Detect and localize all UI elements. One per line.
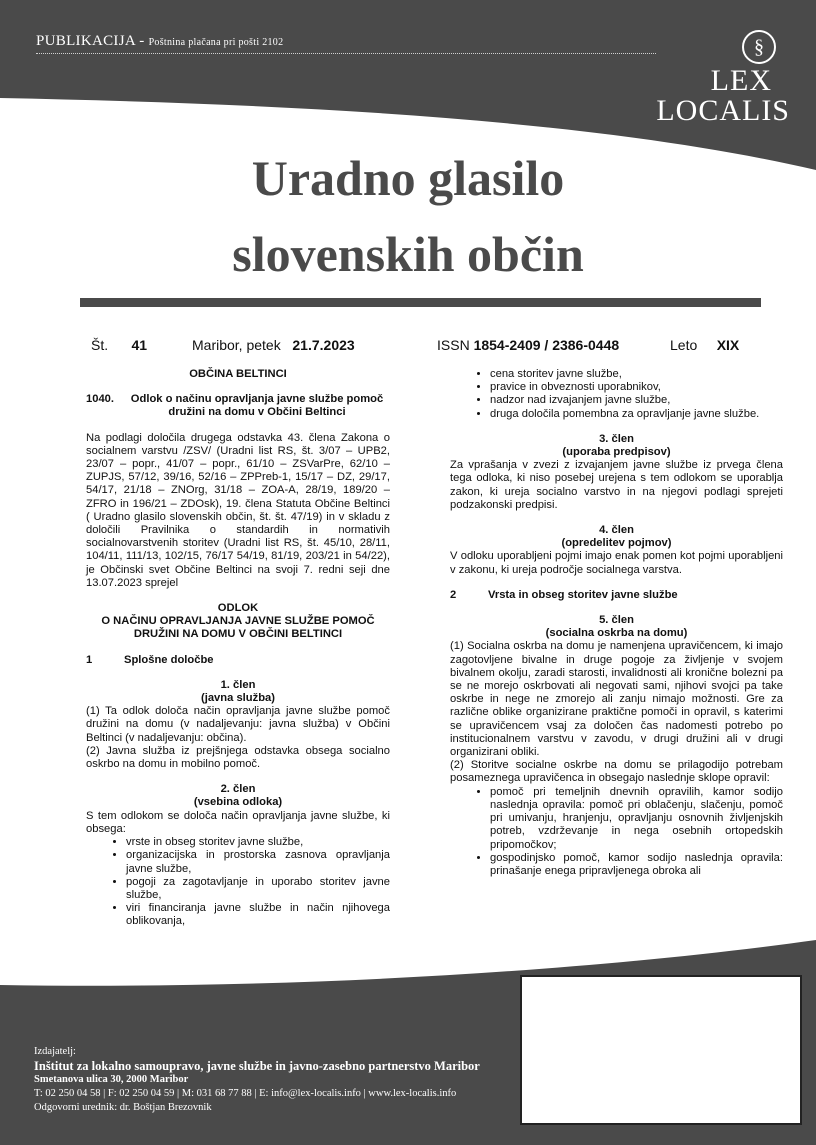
article-5-list — [450, 786, 783, 878]
publisher-info — [34, 1045, 480, 1115]
lex-localis-logo — [650, 30, 790, 127]
article-3-number: 3. člen — [599, 432, 634, 445]
issue-place-day: Maribor, petek — [192, 337, 281, 353]
list-item: • gospodinjsko pomoč, kamor sodijo naslednja opravila: prinašanje enega pripravljenega obroka ali — [490, 852, 783, 878]
postage-note: Poštnina plačana pri pošti 2102 — [148, 37, 284, 48]
preamble: Na podlagi določila drugega odstavka 43. člena Zakona o socialnem varstvu /ZSV/ (Uradni list RS, št. 3/07 – UPB2, 23/07 – popr., 41/07 – popr., 61/10 – ZSVarPre, 62/10 – ZUPJS, 57/12, 39/16, 52/16 – ZPPreb-1, 15/17 – DZ, 29/17, 54/17, 21/18 – ZNOrg, 31/18 – ZOA-A, 28/19, 189/20 – ZFRO in 196/21 – ZDOsk), 19. člena Statuta Občine Beltinci ( Uradno glasilo slovenskih občin, št. št. 47/19) in v skladu z določili Pravilnika o standardih in normativih socialnovarstvenih storitev (Uradni list RS, št. 45/10, 28/11, 104/11, 111/13, 102/15, 76/17 54/19, 81/19, 203/21 in 54/22), je Občinski svet Občine Beltinci na svoji 7. redni seji dne 13.07.2023 sprejel — [86, 431, 390, 589]
article-4-number: 4. člen — [599, 524, 634, 537]
issue-date-value: 21.7.2023 — [292, 337, 355, 353]
list-item: • nadzor nad izvajanjem javne službe, — [490, 394, 783, 407]
right-column — [450, 368, 783, 878]
section-2-number: 2 — [450, 588, 457, 601]
list-item: • pomoč pri temeljnih dnevnih opravilih, kamor sodijo naslednja opravila: pomoč pri oblačenju, slačenju, pomoč pri umivanju, hranjenju, opravljanju osnovnih življenjskih potreb, vzdrževanje in nega osebnih ortopedskih pripomočkov; — [490, 786, 783, 852]
title-line1: Uradno glasilo — [251, 150, 565, 206]
list-item: • viri financiranja javne službe in način njihovega oblikovanja, — [126, 902, 390, 928]
section-1-title: Splošne določbe — [124, 653, 214, 666]
empty-box — [520, 975, 802, 1125]
publisher-contact: T: 02 250 04 58 | F: 02 250 04 59 | M: 031 68 77 88 | E: info@lex-localis.info | www.lex-localis.info — [34, 1088, 457, 1099]
dotted-divider — [36, 53, 656, 54]
article-4-title: (opredelitev pojmov) — [561, 537, 672, 550]
section-2-heading — [450, 589, 783, 602]
title-rule — [80, 298, 761, 307]
list-item: • cena storitev javne službe, — [490, 368, 783, 381]
article-3-title: (uporaba predpisov) — [562, 446, 671, 459]
publication-label: PUBLIKACIJA — [36, 33, 136, 49]
list-item: • pravice in obveznosti uporabnikov, — [490, 381, 783, 394]
responsible-editor: Odgovorni urednik: dr. Boštjan Brezovnik — [34, 1102, 212, 1113]
list-item: • druga določila pomembna za opravljanje javne službe. — [490, 408, 783, 421]
article-2-title: (vsebina odloka) — [193, 796, 283, 809]
article-5-title: (socialna oskrba na domu) — [545, 627, 688, 640]
act-title: Odlok o načinu opravljanja javne službe pomoč družini na domu v Občini Beltinci — [130, 393, 384, 419]
article-2-list-continued — [450, 368, 783, 421]
section-1-heading — [86, 654, 390, 667]
article-2-intro: S tem odlokom se določa način opravljanja javne službe, ki obsega: — [86, 809, 390, 835]
left-column — [86, 368, 390, 929]
section-2-title: Vrsta in obseg storitev javne službe — [488, 588, 678, 601]
article-5-paragraph-1: (1) Socialna oskrba na domu je namenjena upravičencem, ki imajo zagotovljene bivalne in druge pogoje za življenje v svojem bivalnem okolju, zaradi starosti, invalidnosti ali kronične bolezni pa se ne morejo oskrbovati ali negovati sami, njihovi svojci pa take oskrbe in nege ne zmorejo ali zanju nimajo možnosti. Gre za različne oblike organizirane praktične pomoči in opravil, s katerimi se upravičencem vsaj za določen čas nadomesti potrebo po institucionalnem varstvu v zavodu, v drugi družini ali v drugi organizirani obliki. — [450, 640, 783, 759]
municipality-heading: OBČINA BELTINCI — [189, 368, 287, 380]
issue-number-label: Št. — [91, 337, 109, 353]
issn-label: ISSN — [437, 337, 470, 353]
article-4-text: V odloku uporabljeni pojmi imajo enak pomen kot pojmi uporabljeni v zakonu, ki ureja področje socialnega varstva. — [450, 550, 783, 576]
list-item: • pogoji za zagotavljanje in uporabo storitev javne službe, — [126, 876, 390, 902]
issue-number-value: 41 — [131, 337, 148, 353]
logo-line1: LEX — [710, 64, 772, 97]
list-item: • organizacijska in prostorska zasnova opravljanja javne službe, — [126, 849, 390, 875]
article-1-paragraph-2: (2) Javna služba iz prejšnjega odstavka obsega socialno oskrbo na domu in mobilno pomoč. — [86, 744, 390, 771]
title-line2: slovenskih občin — [232, 226, 584, 282]
gazette-title — [0, 140, 816, 292]
publication-separator: - — [135, 33, 149, 49]
issue-year-label: Leto — [670, 337, 698, 353]
logo-line2: LOCALIS — [656, 94, 790, 127]
section-sign-icon: § — [742, 30, 776, 64]
article-5-paragraph-2: (2) Storitve socialne oskrbe na domu se prilagodijo potrebam posameznega upravičenca in obsegajo naslednje sklope opravil: — [450, 759, 783, 785]
publisher-address: Smetanova ulica 30, 2000 Maribor — [34, 1074, 189, 1085]
odlok-subtitle: O NAČINU OPRAVLJANJA JAVNE SLUŽBE POMOČ DRUŽINI NA DOMU V OBČINI BELTINCI — [101, 615, 375, 641]
article-1-title: (javna služba) — [201, 692, 275, 705]
issue-number — [91, 337, 147, 353]
issue-date — [192, 337, 355, 353]
issn-value: 1854-2409 / 2386-0448 — [473, 337, 620, 353]
issue-year — [670, 337, 739, 353]
publisher-label: Izdajatelj: — [34, 1046, 76, 1057]
article-5-number: 5. člen — [599, 614, 634, 627]
publication-line — [36, 33, 283, 50]
act-number: 1040. — [86, 393, 114, 406]
publisher-name: Inštitut za lokalno samoupravo, javne službe in javno-zasebno partnerstvo Maribor — [34, 1059, 480, 1073]
article-2-number: 2. člen — [220, 783, 256, 796]
article-2-list — [86, 836, 390, 928]
section-1-number: 1 — [86, 653, 93, 666]
article-3-text: Za vprašanja v zvezi z izvajanjem javne službe iz prvega člena tega odloka, ki niso posebej urejena s tem odlokom se uporablja zakon, ki ureja socialno varstvo in na njegovi podlagi sprejeti podzakonski predpisi. — [450, 459, 783, 511]
issue-year-value: XIX — [716, 337, 740, 353]
article-1-number: 1. člen — [220, 678, 256, 691]
act-heading — [86, 393, 390, 419]
article-1-paragraph-1: (1) Ta odlok določa način opravljanja javne službe pomoč družini na domu (v nadaljevanju: javna služba) v Občini Beltinci (v nadaljevanju: občina). — [86, 705, 390, 744]
issn — [437, 337, 619, 353]
odlok-title: ODLOK — [217, 602, 259, 615]
list-item: • vrste in obseg storitev javne službe, — [126, 836, 390, 849]
